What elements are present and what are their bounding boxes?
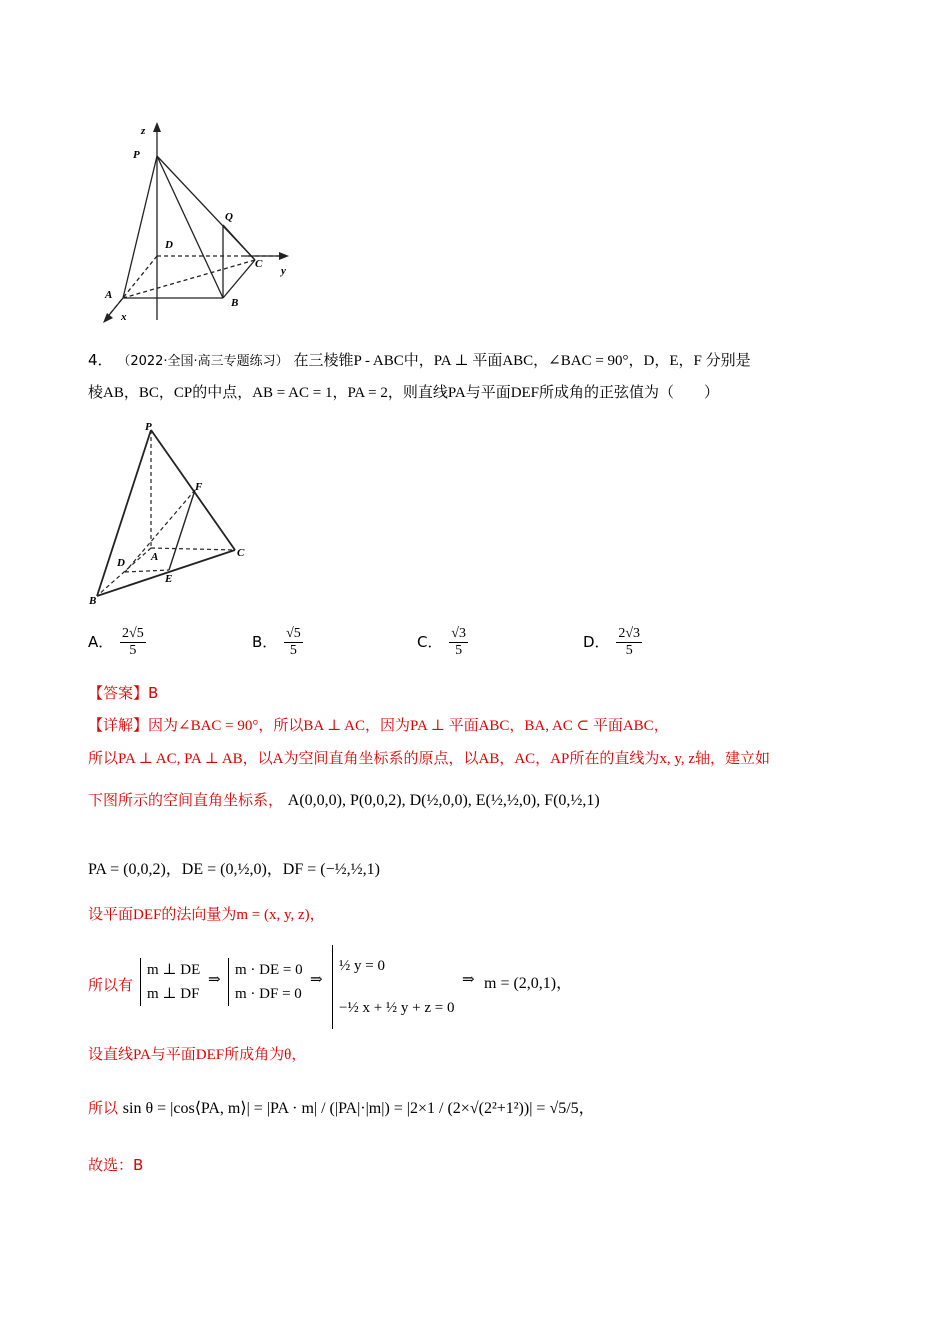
figure-pyramid-coordinate (95, 120, 305, 330)
implies-3: ⇒ (462, 972, 475, 988)
choice-D-letter: D． (583, 633, 610, 651)
label-C2: C (237, 547, 245, 559)
problem-number: 4． (88, 351, 113, 369)
implies-2: ⇒ (310, 972, 323, 988)
coordinates: A(0,0,0), P(0,0,2), D(½,0,0), E(½,½,0), F(0,½,1) (287, 792, 600, 809)
label-z: z (141, 125, 146, 137)
edge-QC (223, 225, 255, 260)
edge-PA (123, 156, 157, 298)
choice-A-frac: $\frac{2√5}{5}$ (122, 626, 144, 658)
sin-formula: sin θ = |cos⟨PA, m⟩| = |PA · m| / (|PA|·|m|) = |2×1 / (2×√(2²+1²))| = √5/5， (122, 1100, 595, 1117)
system-solved: ½ y = 0 −½ x + ½ y + z = 0 (332, 945, 455, 1029)
solution-line-2: 所以PA ⊥ AC, PA ⊥ AB，以A为空间直角坐标系的原点，以AB，AC，AP所在的直线为x, y, z轴，建立如 (88, 751, 771, 767)
answer-label: 【答案】 (88, 684, 149, 702)
label-A2: A (151, 551, 159, 563)
edge-DE (125, 570, 169, 572)
label-P: P (133, 149, 140, 161)
solution-line-3 (88, 790, 600, 811)
label-F: F (195, 481, 203, 493)
implies-1: ⇒ (208, 972, 221, 988)
label-Q: Q (225, 211, 233, 223)
label-D2: D (117, 557, 125, 569)
label-B: B (231, 297, 239, 309)
final-answer: 故选：B (88, 1156, 144, 1174)
choice-A-letter: A． (88, 633, 114, 651)
problem-text-1: 在三棱锥P - ABC中，PA ⊥ 平面ABC，∠BAC = 90°，D，E，F 分别是 (293, 353, 751, 369)
figure-tetrahedron (85, 420, 255, 610)
label-D: D (165, 239, 173, 251)
solution-system-prefix: 所以有 (88, 976, 134, 994)
edge-AC-dashed (123, 260, 255, 298)
label-C: C (255, 258, 263, 270)
edge-FE (169, 490, 195, 570)
system-dot: m · DE = 0 m · DF = 0 (228, 958, 303, 1006)
solution-label: 【详解】 (88, 716, 149, 734)
label-E: E (165, 573, 173, 585)
label-P2: P (145, 421, 152, 433)
edge-PC (151, 430, 235, 550)
problem-line-2: 棱AB，BC，CP的中点，AB = AC = 1，PA = 2，则直线PA与平面DEF所成角的正弦值为（ ） (88, 385, 720, 401)
answer-value: B (148, 684, 159, 702)
choice-B[interactable] (252, 626, 305, 659)
problem-line-1 (88, 350, 751, 372)
solution-vectors: PA = (0,0,2)，DE = (0,½,0)，DF = (−½,½,1) (88, 861, 380, 878)
normal-result: m = (2,0,1)， (484, 975, 573, 992)
choice-A[interactable] (88, 626, 148, 659)
solution-text-3: 下图所示的空间直角坐标系， (88, 791, 284, 809)
solution-text-1: 因为∠BAC = 90°，所以BA ⊥ AC，因为PA ⊥ 平面ABC，BA, AC ⊂ 平面ABC， (148, 718, 669, 734)
choice-D[interactable] (583, 626, 644, 659)
edge-BC (223, 260, 255, 298)
answer (88, 683, 158, 703)
solution-line-1 (88, 715, 669, 736)
problem-source: （2022·全国·高三专题练习） (117, 354, 289, 369)
edge-FD (125, 490, 195, 572)
label-A: A (105, 289, 113, 301)
edge-AC (151, 548, 235, 550)
choice-B-frac: $\frac{√5}{5}$ (286, 626, 301, 658)
label-x: x (121, 311, 127, 323)
choice-C-letter: C． (417, 633, 443, 651)
solution-normal: 设平面DEF的法向量为m = (x, y, z)， (88, 907, 325, 923)
label-y: y (281, 265, 286, 277)
system-perp: m ⊥ DE m ⊥ DF (140, 958, 200, 1006)
edge-PB (157, 156, 223, 298)
choice-B-letter: B． (252, 633, 278, 651)
solution-angle: 设直线PA与平面DEF所成角为θ， (88, 1047, 307, 1063)
solution-sin: 所以 sin θ = |cos⟨PA, m⟩| = |PA · m| / (|PA|·|m|) = |2×1 / (2×√(2²+1²))| = √5/5， (88, 1099, 595, 1117)
choice-C[interactable] (417, 626, 470, 659)
label-B2: B (89, 595, 97, 607)
choice-C-frac: $\frac{√3}{5}$ (451, 626, 466, 658)
choice-D-frac: $\frac{2√3}{5}$ (618, 626, 641, 658)
